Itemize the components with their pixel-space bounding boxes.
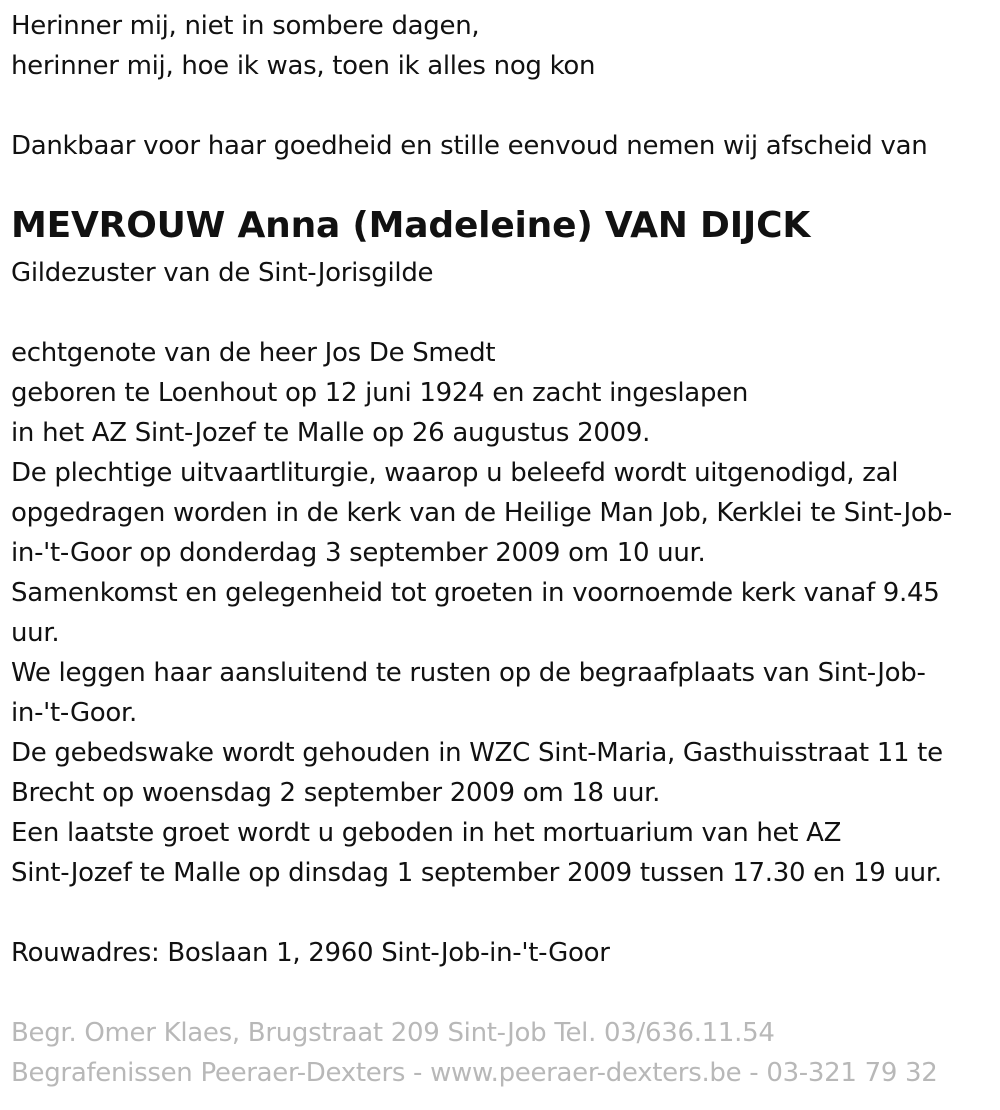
body-line: Sint-Jozef te Malle op dinsdag 1 september 2009 tussen 17.30 en 19 uur.: [11, 858, 942, 888]
body-line: uur.: [11, 618, 60, 648]
deceased-name: MEVROUW Anna (Madeleine) VAN DIJCK: [11, 205, 811, 246]
deceased-title: Gildezuster van de Sint-Jorisgilde: [11, 258, 434, 288]
body-line: De plechtige uitvaartliturgie, waarop u beleefd wordt uitgenodigd, zal: [11, 458, 899, 488]
footer-funeral-home: Begrafenissen Peeraer-Dexters - www.peeraer-dexters.be - 03-321 79 32: [11, 1058, 938, 1088]
footer-undertaker: Begr. Omer Klaes, Brugstraat 209 Sint-Job Tel. 03/636.11.54: [11, 1018, 775, 1048]
body-line: geboren te Loenhout op 12 juni 1924 en zacht ingeslapen: [11, 378, 749, 408]
poem-line-1: Herinner mij, niet in sombere dagen,: [11, 11, 480, 41]
body-line: in-'t-Goor op donderdag 3 september 2009 om 10 uur.: [11, 538, 706, 568]
intro-text: Dankbaar voor haar goedheid en stille eenvoud nemen wij afscheid van: [11, 131, 928, 161]
body-line: Brecht op woensdag 2 september 2009 om 18 uur.: [11, 778, 661, 808]
body-line: De gebedswake wordt gehouden in WZC Sint-Maria, Gasthuisstraat 11 te: [11, 738, 943, 768]
poem-line-2: herinner mij, hoe ik was, toen ik alles nog kon: [11, 51, 596, 81]
body-line: We leggen haar aansluitend te rusten op de begraafplaats van Sint-Job-: [11, 658, 926, 688]
body-line: in-'t-Goor.: [11, 698, 137, 728]
body-line: Samenkomst en gelegenheid tot groeten in voornoemde kerk vanaf 9.45: [11, 578, 940, 608]
body-line: in het AZ Sint-Jozef te Malle op 26 augustus 2009.: [11, 418, 651, 448]
body-line: opgedragen worden in de kerk van de Heilige Man Job, Kerklei te Sint-Job-: [11, 498, 952, 528]
body-line: echtgenote van de heer Jos De Smedt: [11, 338, 496, 368]
mourning-address: Rouwadres: Boslaan 1, 2960 Sint-Job-in-'t-Goor: [11, 938, 610, 968]
body-line: Een laatste groet wordt u geboden in het mortuarium van het AZ: [11, 818, 842, 848]
